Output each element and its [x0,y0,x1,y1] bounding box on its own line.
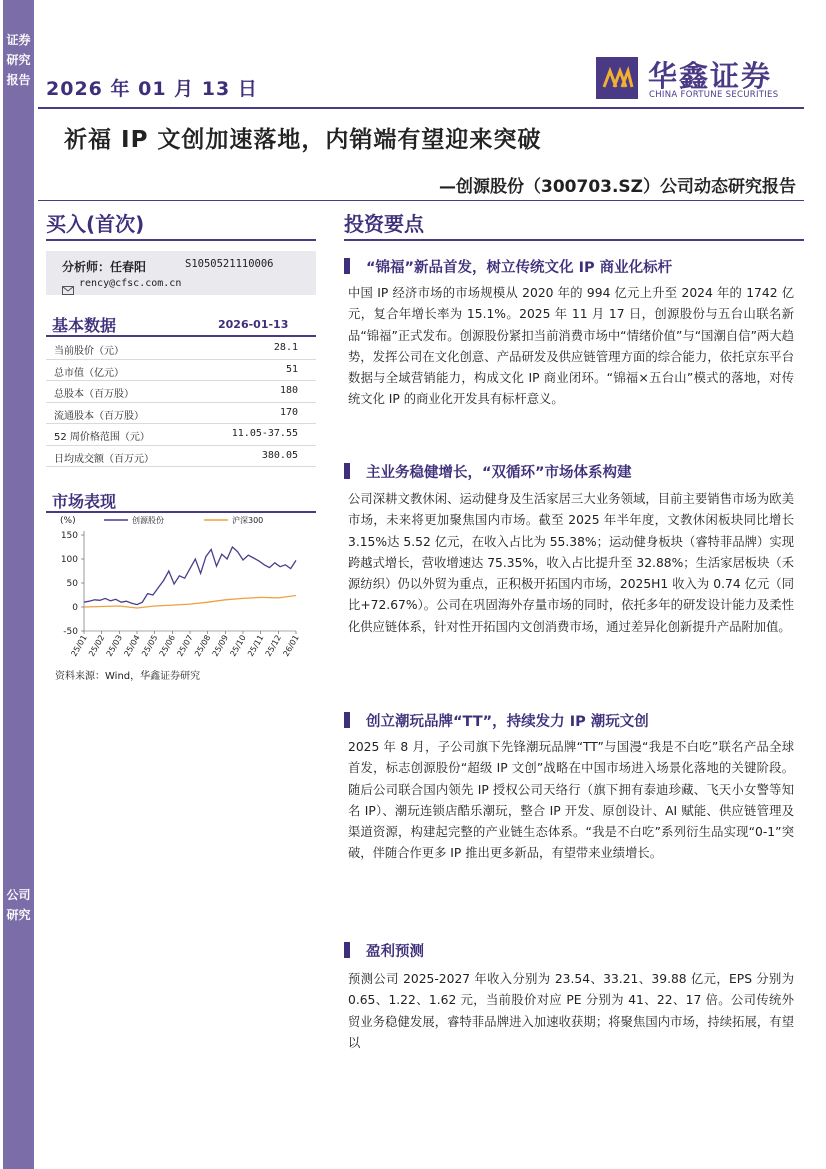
report-title: 祈福 IP 文创加速落地，内销端有望迎来突破 [64,127,542,153]
section-paragraph: 2025 年 8 月，子公司旗下先锋潮玩品牌“TT”与国漫“我是不白吃”联名产品全球首发，标志创源股份“超级 IP 文创”战略在中国市场进入场景化落地的关键阶段。随后公司联合国内领先 IP 授权公司天络行（旗下拥有泰迪珍藏、飞天小女警等知名 IP）、潮玩连锁店酷乐潮玩，整合 IP 开发、原创设计、AI 赋能、供应链管理及渠道资源，构建起完整的产业链生态体系。“我是不白吃”系列衍生品实现“0-1”突破，伴随合作更多 IP 推出更多新品，有望带来业绩增长。 [348,740,794,861]
side-band-bottom-text: 公司研究 [6,888,31,922]
section-paragraph: 公司深耕文教休闲、运动健身及生活家居三大业务领域，目前主要销售市场为欧美市场，未来将更加聚焦国内市场。截至 2025 年半年度，文教休闲板块同比增长 3.15%达 5.52 亿元，在收入占比为 55.38%；运动健身板块（睿特菲品牌）实现跨越式增长，营收增速达 75.35%，收入占比提升至 32.88%；生活家居板块（禾源纺织）仍以外贸为重点，正积极开拓国内市场，2025H1 收入为 0.74 亿元（同比+72.67%）。公司在巩固海外存量市场的同时，依托多年的研发设计能力及柔性化供应链体系，针对性开拓国内文创消费市场，通过差异化创新提升产品附加值。 [348,492,794,634]
table-row [46,446,316,468]
y-tick-label: 150 [60,531,78,541]
section-heading [344,710,649,731]
y-tick-label: -50 [63,627,78,637]
row-value: 28.1 [273,342,298,353]
table-row [46,381,316,403]
subtitle-rule [38,200,804,201]
logo-english: CHINA FORTUNE SECURITIES [649,90,779,100]
logo-text: 华鑫证券 [648,59,773,93]
row-value: 11.05-37.55 [231,428,298,439]
side-band-top-text: 证券研究报告 [6,33,31,87]
market-chart [46,513,316,665]
x-tick-label: 25/01 [69,633,89,658]
x-tick-label: 25/11 [246,633,266,658]
x-tick-label: 25/02 [87,633,107,658]
analyst-email[interactable]: rency@cfsc.com.cn [79,278,182,289]
rating: 买入(首次) [46,212,145,236]
section-heading-text: 创立潮玩品牌“TT”，持续发力 IP 潮玩文创 [366,714,649,730]
series-line [84,596,296,609]
table-row [46,403,316,425]
basic-data-rule [46,335,316,337]
header-rule [38,107,804,109]
series-line [84,547,296,605]
report-subtitle: —创源股份（300703.SZ）公司动态研究报告 [439,177,796,197]
basic-data-title: 基本数据 [52,316,117,335]
row-key: 52 周价格范围（元） [54,432,150,443]
basic-data-date: 2026-01-13 [218,318,289,331]
legend-label: 创源股份 [132,516,164,525]
x-tick-label: 25/08 [193,633,213,658]
section-heading [344,256,672,277]
table-row [46,360,316,382]
x-tick-label: 25/06 [157,633,178,658]
x-tick-label: 25/09 [210,633,231,658]
invest-title: 投资要点 [344,212,424,236]
basic-data-table [46,338,316,467]
analyst-cert: S1050521110006 [185,258,274,270]
section-heading [344,461,632,482]
row-value: 51 [285,363,298,375]
heading-marker [344,258,350,274]
chart-unit-label: (%) [60,516,76,526]
row-value: 180 [279,385,298,396]
x-tick-label: 26/01 [281,633,301,658]
market-title: 市场表现 [52,492,117,511]
chart-source: 资料来源：Wind，华鑫证券研究 [55,671,201,682]
row-key: 总市值（亿元） [54,367,124,379]
heading-marker [344,712,350,728]
side-band [3,0,34,1169]
x-tick-label: 25/12 [263,633,284,658]
row-key: 总股本（百万股） [54,389,134,400]
heading-marker [344,463,350,479]
y-tick-label: 0 [72,603,78,613]
section-heading-text: 主业务稳健增长，“双循环”市场体系构建 [366,465,632,481]
rating-rule [46,239,316,241]
email-icon [62,280,74,299]
row-key: 流通股本（百万股） [54,410,144,422]
x-tick-label: 25/04 [122,633,142,658]
x-tick-label: 25/07 [175,633,195,658]
row-key: 当前股价（元） [54,346,124,357]
y-tick-label: 50 [66,579,78,589]
section-paragraph: 预测公司 2025-2027 年收入分别为 23.54、33.21、39.88 亿元，EPS 分别为 0.65、1.22、1.62 元，当前股价对应 PE 分别为 41、22、17 倍。公司传统外贸业务稳健发展，睿特菲品牌进入加速收获期；将聚焦国内市场，持续拓展，有望以 [348,972,794,1050]
heading-marker [344,942,350,958]
x-tick-label: 25/03 [104,633,125,658]
y-tick-label: 100 [60,555,78,565]
report-date: 2026 年 01 月 13 日 [46,78,258,100]
x-tick-label: 25/05 [140,633,160,658]
logo-icon [596,57,638,99]
section-heading-text: 盈利预测 [366,944,424,960]
section-heading-text: “锦福”新品首发，树立传统文化 IP 商业化标杆 [366,260,673,276]
invest-rule [344,239,804,241]
analyst-name: 分析师：任春阳 [62,260,147,274]
x-tick-label: 25/10 [228,633,248,658]
row-value: 380.05 [261,449,298,461]
table-row [46,338,316,360]
section-paragraph: 中国 IP 经济市场的市场规模从 2020 年的 994 亿元上升至 2024 年的 1742 亿元，复合年增长率为 15.1%。2025 年 11 月 17 日，创源股份与五台山联名新品“锦福”正式发布。创源股份紧扣当前消费市场中“情绪价值”与“国潮自信”两大趋势，发挥公司在文化创意、产品研发及供应链管理方面的综合能力，依托京东平台数据与全域营销能力，构成文化 IP 商业闭环。“锦福×五台山”模式的落地，对传统文化 IP 的商业化开发具有标杆意义。 [348,286,794,407]
row-key: 日均成交额（百万元） [54,453,154,465]
table-row [46,424,316,446]
legend-label: 沪深300 [232,516,264,525]
row-value: 170 [279,406,298,418]
section-heading [344,940,424,961]
